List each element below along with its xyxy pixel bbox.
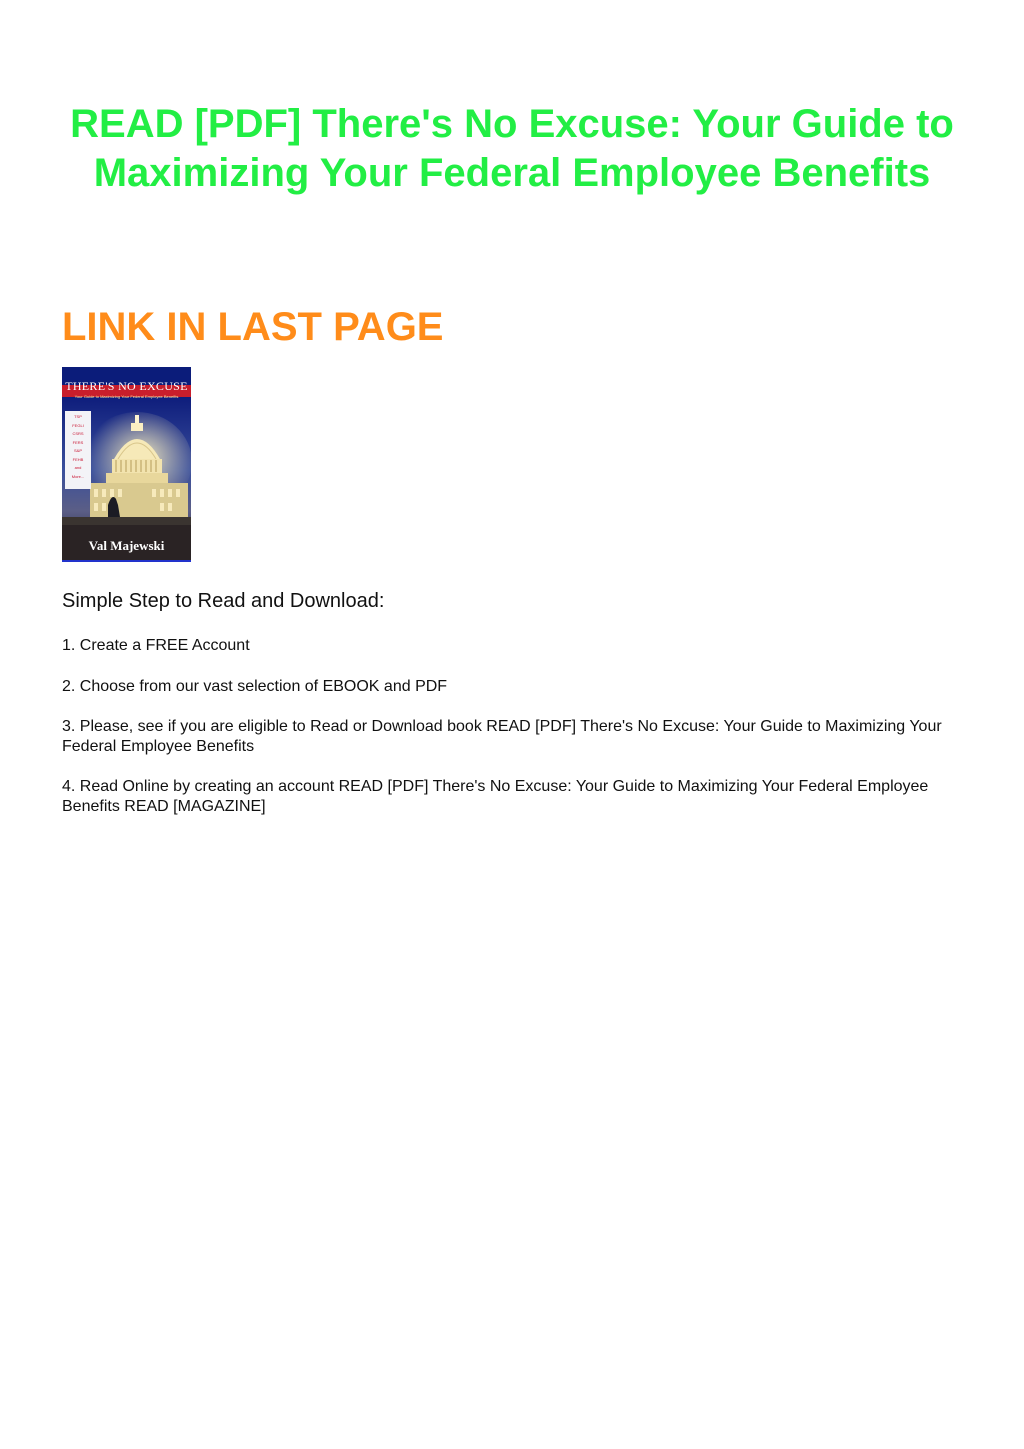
cover-list-item: FEHB <box>72 456 84 462</box>
step-item-create-account: 1. Create a FREE Account <box>62 637 250 654</box>
cover-author: Val Majewski <box>88 538 165 553</box>
cover-title: THERE'S NO EXCUSE <box>65 379 188 393</box>
cover-list-item: TSP <box>74 414 82 419</box>
cover-list-item: FERS <box>72 439 84 445</box>
cover-list-item: and <box>74 465 82 470</box>
cover-benefits-list <box>65 411 91 489</box>
link-in-last-page-heading: LINK IN LAST PAGE <box>62 305 444 349</box>
cover-list-item: More... <box>71 473 85 479</box>
step-item-check-eligibility: 3. Please, see if you are eligible to Read or Download book READ [PDF] There's No Excuse: Your Guide to Maximizing Your Federal Employee Benefits <box>62 718 942 755</box>
book-cover-image <box>62 367 191 562</box>
steps-heading: Simple Step to Read and Download: <box>62 590 385 612</box>
step-item-read-online: 4. Read Online by creating an account READ [PDF] There's No Excuse: Your Guide to Maximizing Your Federal Employee Benefits READ [MAGAZINE] <box>62 778 929 815</box>
document-title: READ [PDF] There's No Excuse: Your Guide to Maximizing Your Federal Employee Benefits <box>70 102 954 195</box>
cover-list-item: S&P <box>73 448 82 453</box>
cover-subtitle: Your Guide to Maximizing Your Federal Employee Benefits <box>74 394 179 399</box>
step-item-choose-selection: 2. Choose from our vast selection of EBOOK and PDF <box>62 678 448 695</box>
cover-list-item: CSRS <box>72 431 84 436</box>
cover-list-item: FEGLI <box>72 422 84 428</box>
